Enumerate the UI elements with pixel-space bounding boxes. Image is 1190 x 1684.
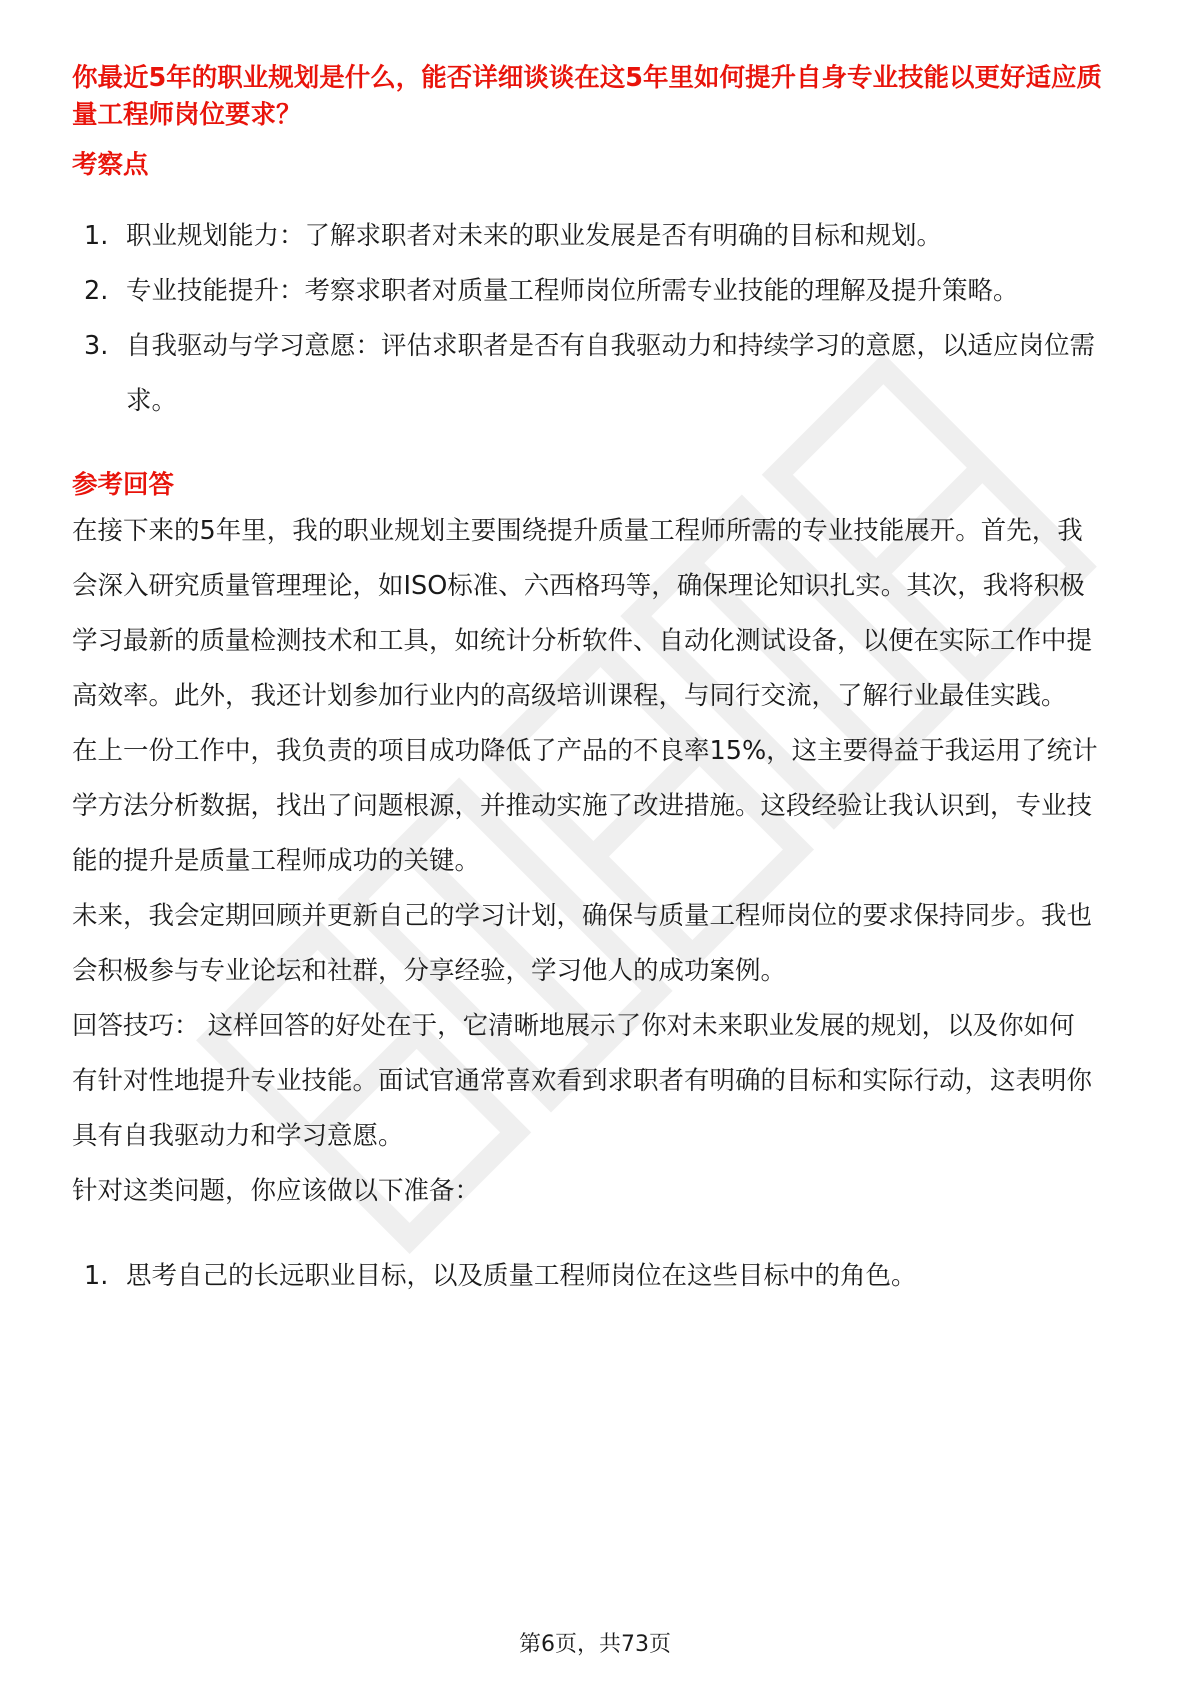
answer-tips-paragraph: 回答技巧： 这样回答的好处在于，它清晰地展示了你对未来职业发展的规划，以及你如何有针对性地提升专业技能。面试官通常喜欢看到求职者有明确的目标和实际行动，这表明你具有自我驱动力和学习意愿。 — [72, 1011, 1093, 1151]
list-item-number: 1. — [84, 221, 109, 251]
list-item — [72, 1249, 1120, 1304]
list-item-number: 3. — [84, 331, 109, 361]
answer-paragraph: 在上一份工作中，我负责的项目成功降低了产品的不良率15%，这主要得益于我运用了统计学方法分析数据，找出了问题根源，并推动实施了改进措施。这段经验让我认识到，专业技能的提升是质量工程师成功的关键。 — [72, 736, 1098, 876]
content — [72, 60, 1120, 1304]
list-item — [72, 264, 1120, 319]
list-item-text: 专业技能提升：考察求职者对质量工程师岗位所需专业技能的理解及提升策略。 — [126, 276, 1019, 306]
answer-paragraph: 在接下来的5年里，我的职业规划主要围绕提升质量工程师所需的专业技能展开。首先，我会深入研究质量管理理论，如ISO标准、六西格玛等，确保理论知识扎实。其次，我将积极学习最新的质量检测技术和工具，如统计分析软件、自动化测试设备，以便在实际工作中提高效率。此外，我还计划参加行业内的高级培训课程，与同行交流，了解行业最佳实践。 — [72, 516, 1093, 711]
question-title: 你最近5年的职业规划是什么，能否详细谈谈在这5年里如何提升自身专业技能以更好适应质量工程师岗位要求？ — [72, 63, 1102, 130]
answer-paragraph: 未来，我会定期回顾并更新自己的学习计划，确保与质量工程师岗位的要求保持同步。我也会积极参与专业论坛和社群，分享经验，学习他人的成功案例。 — [72, 901, 1093, 986]
list-item-text: 职业规划能力：了解求职者对未来的职业发展是否有明确的目标和规划。 — [126, 221, 943, 251]
focus-list — [72, 209, 1120, 429]
list-item — [72, 209, 1120, 264]
list-item — [72, 319, 1120, 429]
list-item-number: 1. — [84, 1261, 109, 1291]
prep-list — [72, 1249, 1120, 1304]
prep-intro-paragraph: 针对这类问题，你应该做以下准备： — [72, 1176, 481, 1206]
list-item-text: 自我驱动与学习意愿：评估求职者是否有自我驱动力和持续学习的意愿，以适应岗位需求。 — [126, 331, 1096, 416]
list-item-text: 思考自己的长远职业目标，以及质量工程师岗位在这些目标中的角色。 — [126, 1261, 917, 1291]
list-item-number: 2. — [84, 276, 109, 306]
focus-heading: 考察点 — [72, 150, 149, 180]
answer-heading: 参考回答 — [72, 470, 175, 500]
page-number-footer: 第6页，共73页 — [519, 1632, 671, 1657]
